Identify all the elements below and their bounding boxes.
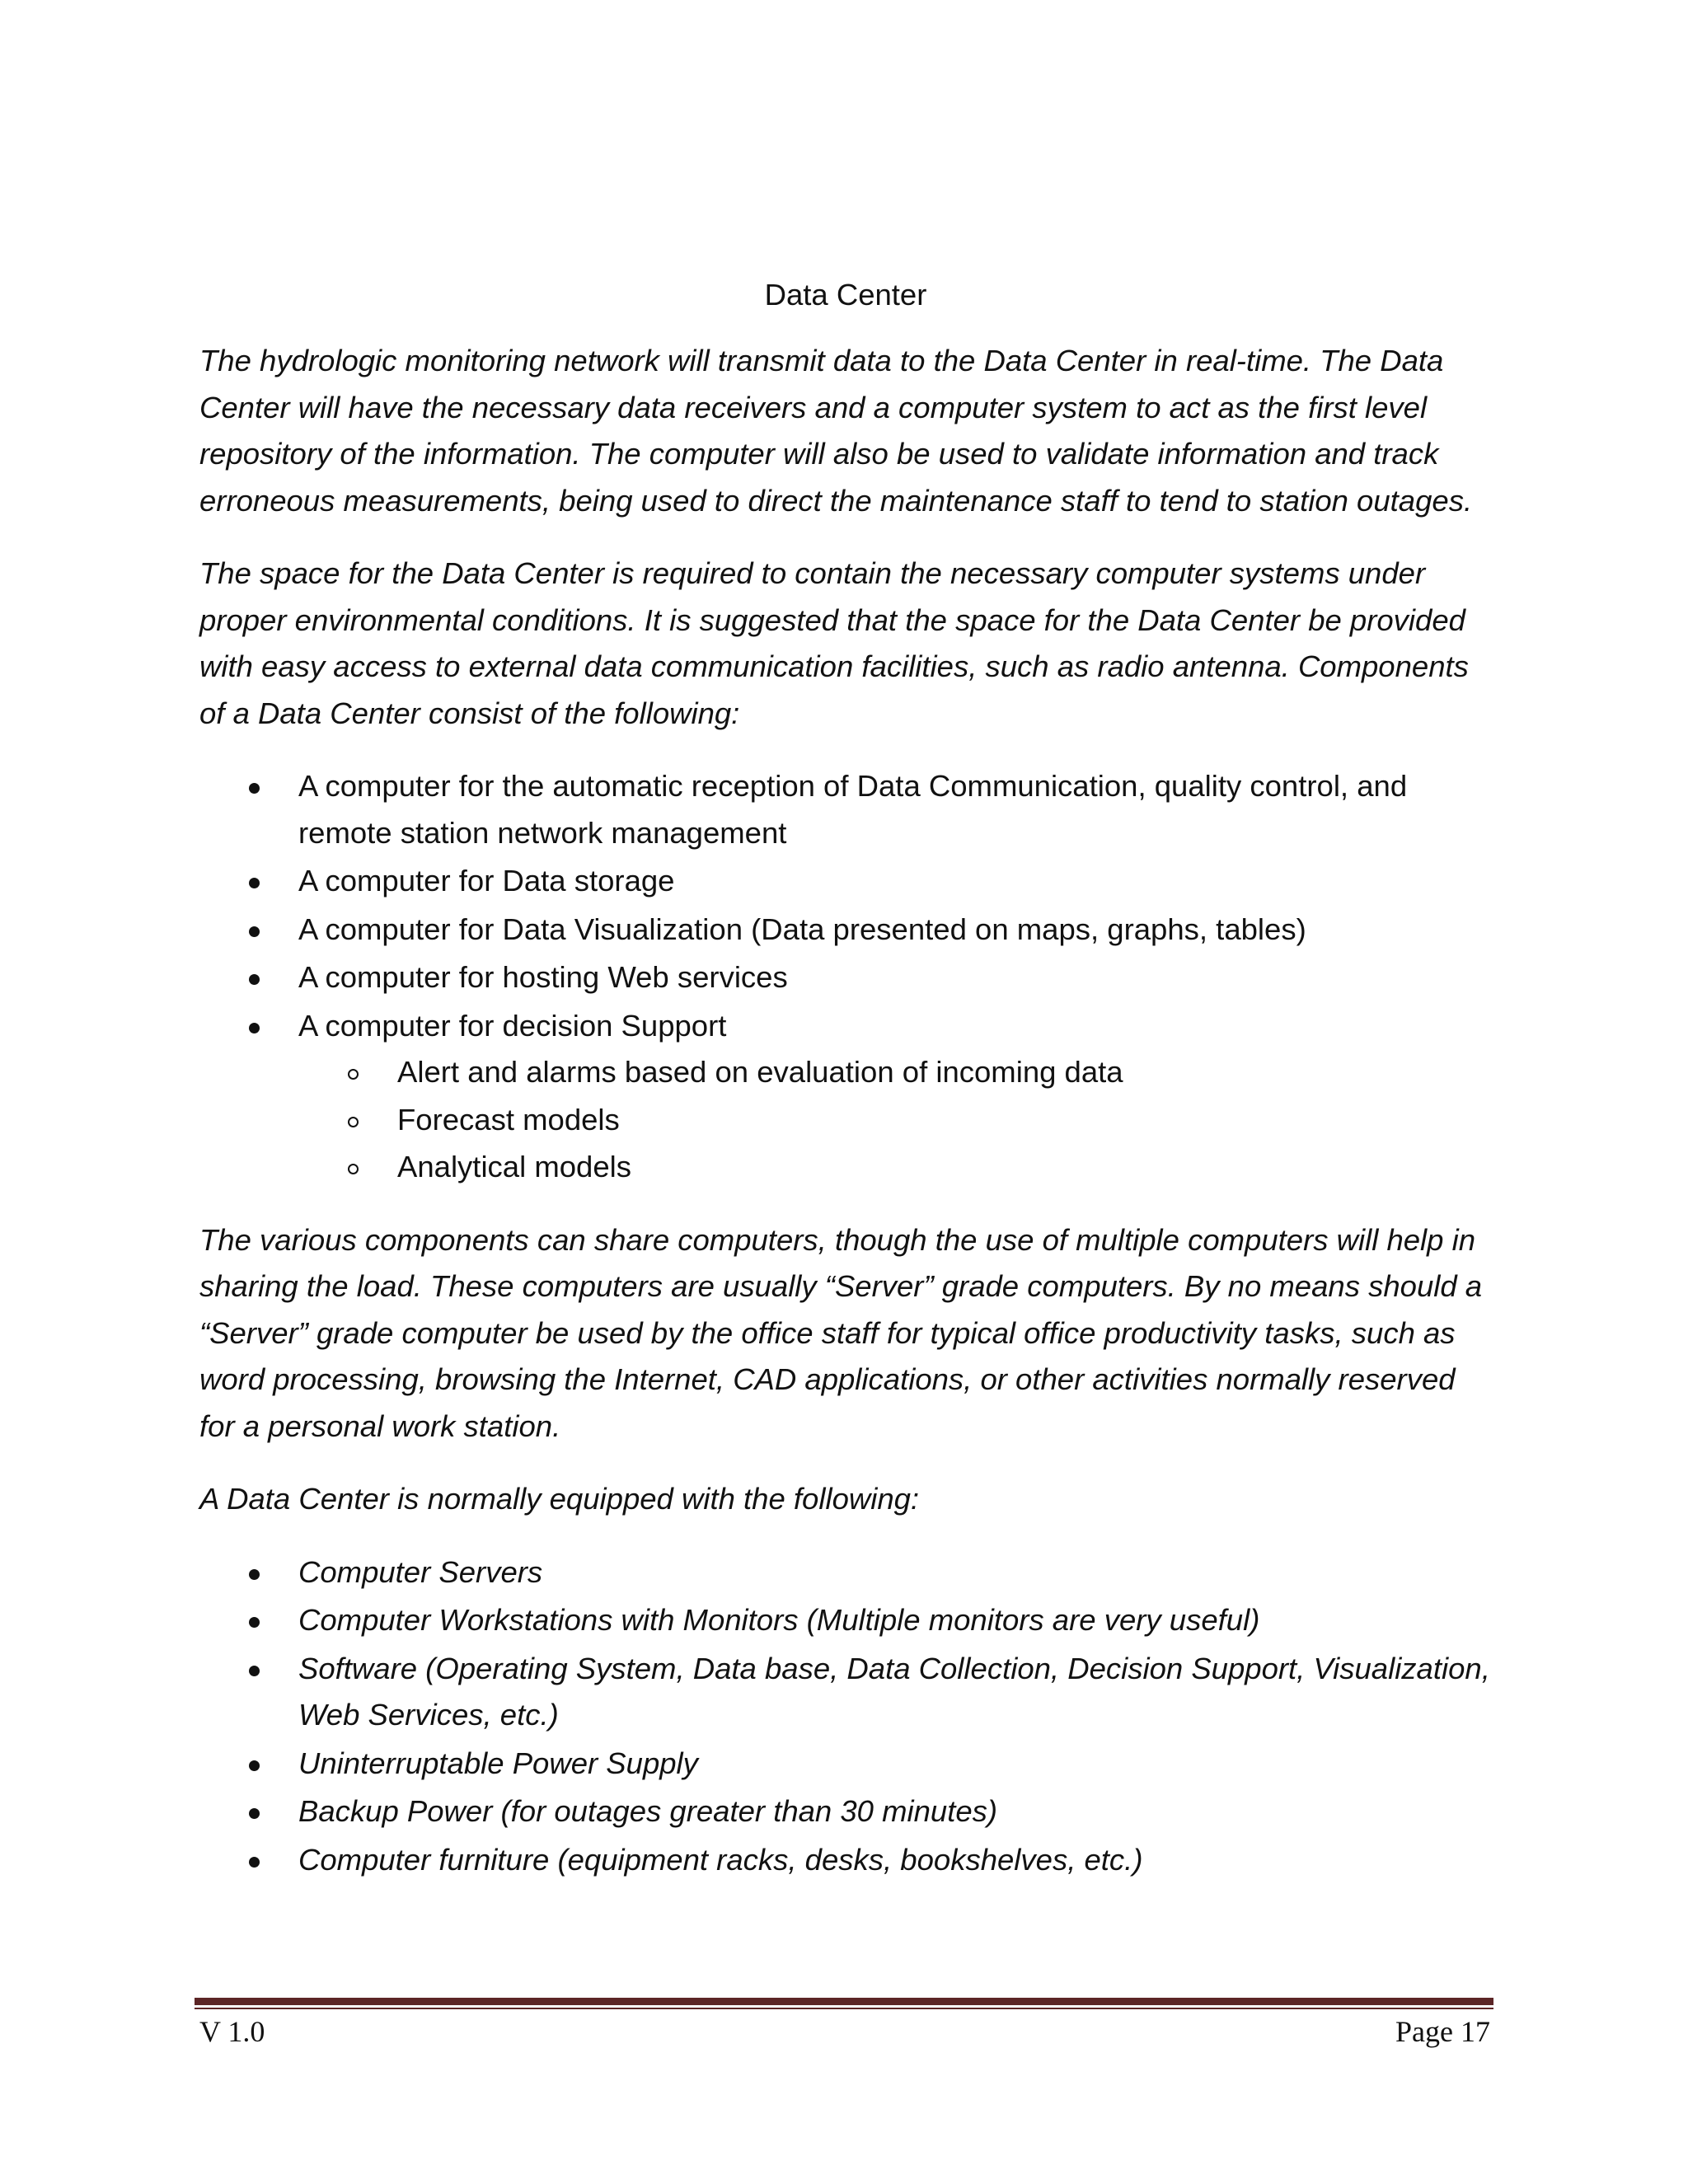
sub-list-item: Forecast models [397,1102,620,1137]
paragraph-shared-computers: The various components can share computers, though the use of multiple computers will help in sharing the load. These computers are usually “Server” grade computers. By no means should a “Server” grade computer be used by the office staff for typical office productivity tasks, such as word processing, browsing the Internet, CAD applications, or other activities normally reserved for a personal work station. [199,1222,1483,1443]
equipment-list [199,1549,1492,1884]
list-item: Computer Workstations with Monitors (Multiple monitors are very useful) [298,1603,1260,1637]
document-body [199,272,1492,1910]
paragraph-space-requirements: The space for the Data Center is required to contain the necessary computer systems under proper environmental conditions. It is suggested that the space for the Data Center be provided with easy access to external data communication facilities, such as radio antenna. Components of a Data Center consist of the following: [199,556,1469,730]
section-heading: Data Center [764,278,927,312]
list-item: Computer furniture (equipment racks, desks, bookshelves, etc.) [298,1842,1143,1877]
sub-list-item: Analytical models [397,1150,632,1183]
list-item: Backup Power (for outages greater than 30 minutes) [298,1794,998,1828]
list-item: Software (Operating System, Data base, Data Collection, Decision Support, Visualization, Web Services, etc.) [298,1651,1490,1732]
list-item: A computer for hosting Web services [298,960,788,994]
footer-divider [195,1998,1493,2009]
paragraph-equipment-intro: A Data Center is normally equipped with the following: [199,1482,920,1516]
paragraph-intro: The hydrologic monitoring network will transmit data to the Data Center in real-time. The Data Center will have the necessary data receivers and a computer system to act as the first level repository of the information. The computer will also be used to validate information and track erroneous measurements, being used to direct the maintenance staff to tend to station outages. [199,344,1473,518]
components-list [199,763,1492,1191]
decision-support-sublist [298,1049,1492,1191]
footer-divider-thin [195,2008,1493,2009]
version-label: V 1.0 [199,2015,265,2048]
list-item: A computer for decision Support Alert and alarms based on evaluation of incoming data Forecast models Analytical models [199,1003,1492,1191]
list-item: Uninterruptable Power Supply [298,1746,698,1780]
page-number: Page 17 [1395,2015,1490,2048]
footer-divider-thick [195,1998,1493,2005]
sub-list-item: Alert and alarms based on evaluation of incoming data [397,1055,1123,1089]
list-item: Computer Servers [298,1554,543,1589]
list-item: A computer for Data storage [298,864,675,898]
list-item: A computer for the automatic reception of Data Communication, quality control, and remote station network management [298,769,1408,850]
list-item: A computer for Data Visualization (Data presented on maps, graphs, tables) [298,912,1306,946]
